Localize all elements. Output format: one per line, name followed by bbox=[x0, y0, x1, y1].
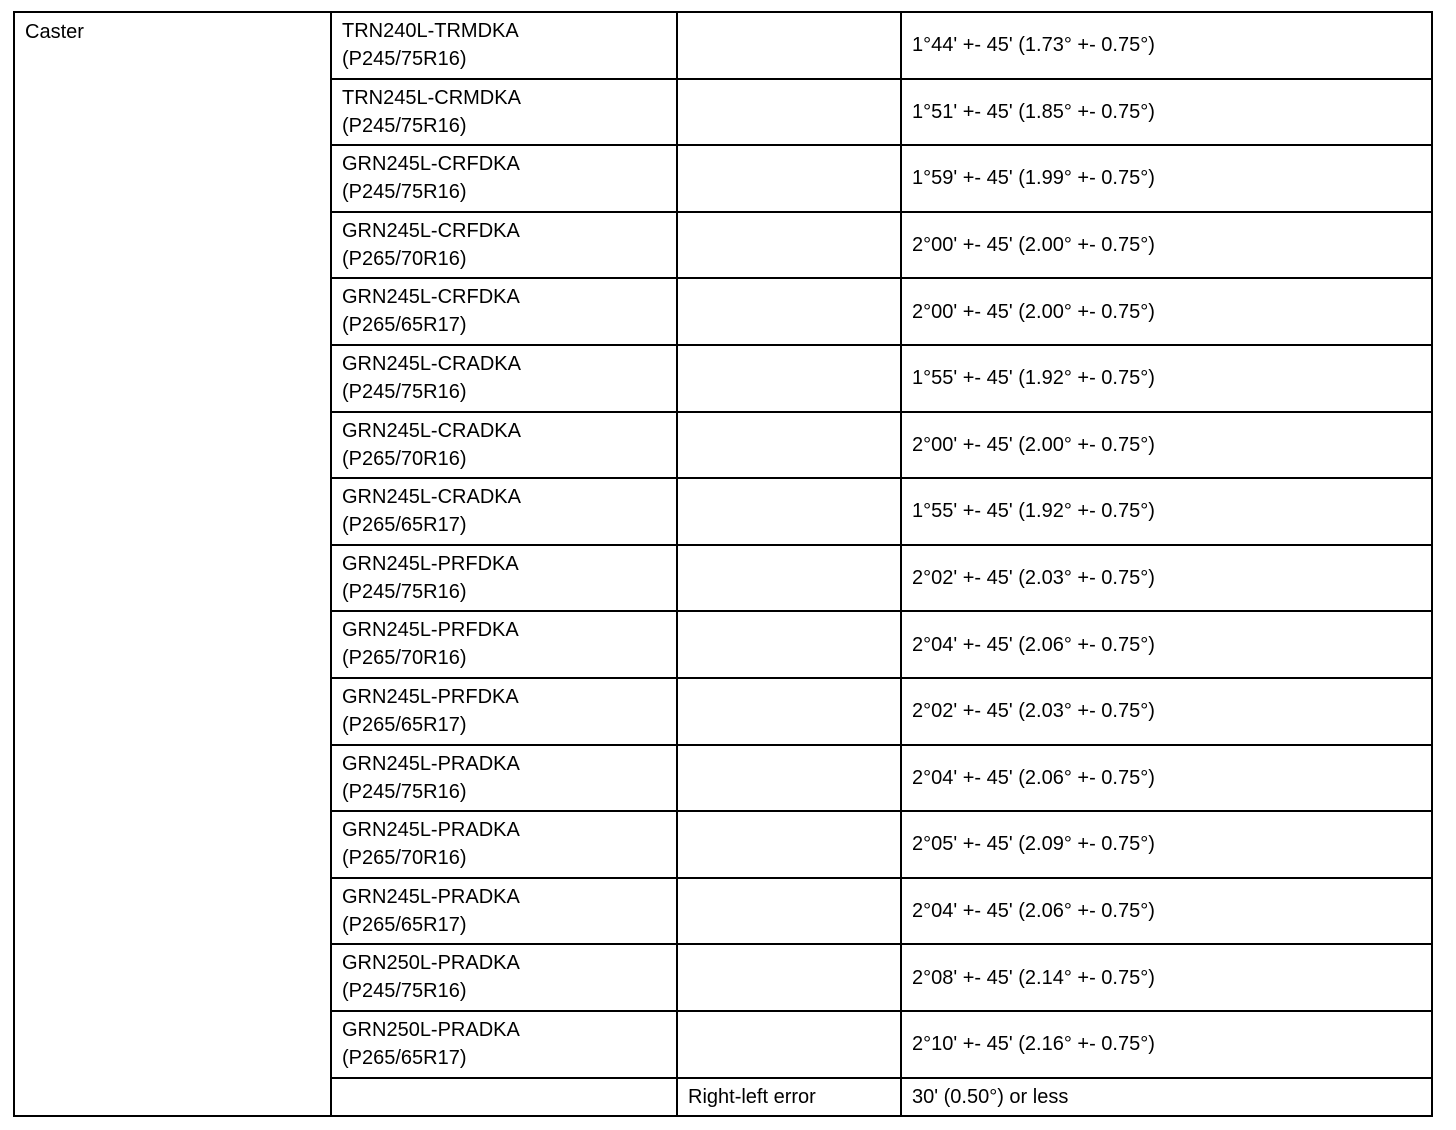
condition-cell bbox=[677, 1011, 901, 1078]
tire-size: (P265/70R16) bbox=[342, 447, 467, 470]
tire-size: (P245/75R16) bbox=[342, 181, 467, 204]
tire-size: (P265/70R16) bbox=[342, 647, 467, 670]
condition-cell bbox=[677, 944, 901, 1011]
value-cell: 2°05' +- 45' (2.09° +- 0.75°) bbox=[901, 811, 1432, 878]
value-cell: 2°00' +- 45' (2.00° +- 0.75°) bbox=[901, 278, 1432, 345]
condition-cell bbox=[677, 545, 901, 612]
model-code: TRN245L-CRMDKA bbox=[342, 86, 521, 109]
tire-size: (P265/65R17) bbox=[342, 1046, 467, 1069]
tire-size: (P245/75R16) bbox=[342, 114, 467, 137]
tire-size: (P245/75R16) bbox=[342, 580, 467, 603]
model-cell bbox=[331, 412, 677, 479]
model-cell bbox=[331, 1078, 677, 1116]
value-cell: 2°04' +- 45' (2.06° +- 0.75°) bbox=[901, 745, 1432, 812]
model-code: GRN245L-CRFDKA bbox=[342, 153, 520, 176]
value-cell: 30' (0.50°) or less bbox=[901, 1078, 1432, 1116]
model-cell bbox=[331, 478, 677, 545]
model-code: TRN240L-TRMDKA bbox=[342, 20, 519, 42]
condition-cell bbox=[677, 278, 901, 345]
table-row bbox=[14, 12, 1432, 79]
value-cell: 2°02' +- 45' (2.03° +- 0.75°) bbox=[901, 678, 1432, 745]
caster-spec-table bbox=[13, 11, 1433, 1117]
condition-cell bbox=[677, 745, 901, 812]
condition-cell bbox=[677, 811, 901, 878]
condition-cell bbox=[677, 79, 901, 146]
model-code: GRN245L-PRADKA bbox=[342, 885, 520, 908]
model-cell bbox=[331, 345, 677, 412]
model-code: GRN245L-CRADKA bbox=[342, 352, 521, 375]
condition-cell bbox=[677, 145, 901, 212]
tire-size: (P245/75R16) bbox=[342, 48, 467, 70]
tire-size: (P265/70R16) bbox=[342, 247, 467, 270]
condition-cell bbox=[677, 12, 901, 79]
value-cell: 2°00' +- 45' (2.00° +- 0.75°) bbox=[901, 212, 1432, 279]
spec-table-body bbox=[14, 12, 1432, 1116]
value-cell: 1°59' +- 45' (1.99° +- 0.75°) bbox=[901, 145, 1432, 212]
model-cell bbox=[331, 79, 677, 146]
model-code: GRN245L-PRFDKA bbox=[342, 619, 519, 642]
model-cell bbox=[331, 745, 677, 812]
tire-size: (P265/65R17) bbox=[342, 913, 467, 936]
condition-cell bbox=[677, 611, 901, 678]
model-cell bbox=[331, 278, 677, 345]
tire-size: (P245/75R16) bbox=[342, 980, 467, 1003]
tire-size: (P245/75R16) bbox=[342, 780, 467, 803]
value-cell: 2°04' +- 45' (2.06° +- 0.75°) bbox=[901, 878, 1432, 945]
model-cell bbox=[331, 145, 677, 212]
model-cell bbox=[331, 944, 677, 1011]
value-cell: 1°51' +- 45' (1.85° +- 0.75°) bbox=[901, 79, 1432, 146]
value-cell: 2°08' +- 45' (2.14° +- 0.75°) bbox=[901, 944, 1432, 1011]
section-label-cell bbox=[14, 12, 331, 1116]
value-cell: 1°55' +- 45' (1.92° +- 0.75°) bbox=[901, 345, 1432, 412]
model-code: GRN245L-PRFDKA bbox=[342, 552, 519, 575]
model-code: GRN245L-CRFDKA bbox=[342, 286, 520, 309]
model-cell bbox=[331, 811, 677, 878]
section-label: Caster bbox=[25, 21, 84, 43]
model-cell bbox=[331, 611, 677, 678]
tire-size: (P265/70R16) bbox=[342, 847, 467, 870]
value-cell: 1°44' +- 45' (1.73° +- 0.75°) bbox=[901, 12, 1432, 79]
value-cell: 1°55' +- 45' (1.92° +- 0.75°) bbox=[901, 478, 1432, 545]
model-code: GRN245L-CRFDKA bbox=[342, 219, 520, 242]
condition-cell bbox=[677, 412, 901, 479]
model-cell bbox=[331, 545, 677, 612]
tire-size: (P245/75R16) bbox=[342, 380, 467, 403]
model-cell bbox=[331, 12, 677, 79]
model-code: GRN245L-PRADKA bbox=[342, 752, 520, 775]
model-cell bbox=[331, 678, 677, 745]
value-cell: 2°10' +- 45' (2.16° +- 0.75°) bbox=[901, 1011, 1432, 1078]
condition-cell bbox=[677, 678, 901, 745]
condition-cell bbox=[677, 345, 901, 412]
tire-size: (P265/65R17) bbox=[342, 713, 467, 736]
value-cell: 2°02' +- 45' (2.03° +- 0.75°) bbox=[901, 545, 1432, 612]
tire-size: (P265/65R17) bbox=[342, 514, 467, 537]
condition-cell: Right-left error bbox=[677, 1078, 901, 1116]
model-cell bbox=[331, 878, 677, 945]
model-code: GRN245L-PRADKA bbox=[342, 819, 520, 842]
model-cell bbox=[331, 1011, 677, 1078]
value-cell: 2°04' +- 45' (2.06° +- 0.75°) bbox=[901, 611, 1432, 678]
model-cell bbox=[331, 212, 677, 279]
tire-size: (P265/65R17) bbox=[342, 314, 467, 337]
condition-cell bbox=[677, 878, 901, 945]
model-code: GRN250L-PRADKA bbox=[342, 1018, 520, 1041]
model-code: GRN245L-PRFDKA bbox=[342, 685, 519, 708]
model-code: GRN245L-CRADKA bbox=[342, 486, 521, 509]
model-code: GRN250L-PRADKA bbox=[342, 952, 520, 975]
model-code: GRN245L-CRADKA bbox=[342, 419, 521, 442]
value-cell: 2°00' +- 45' (2.00° +- 0.75°) bbox=[901, 412, 1432, 479]
condition-cell bbox=[677, 478, 901, 545]
condition-cell bbox=[677, 212, 901, 279]
